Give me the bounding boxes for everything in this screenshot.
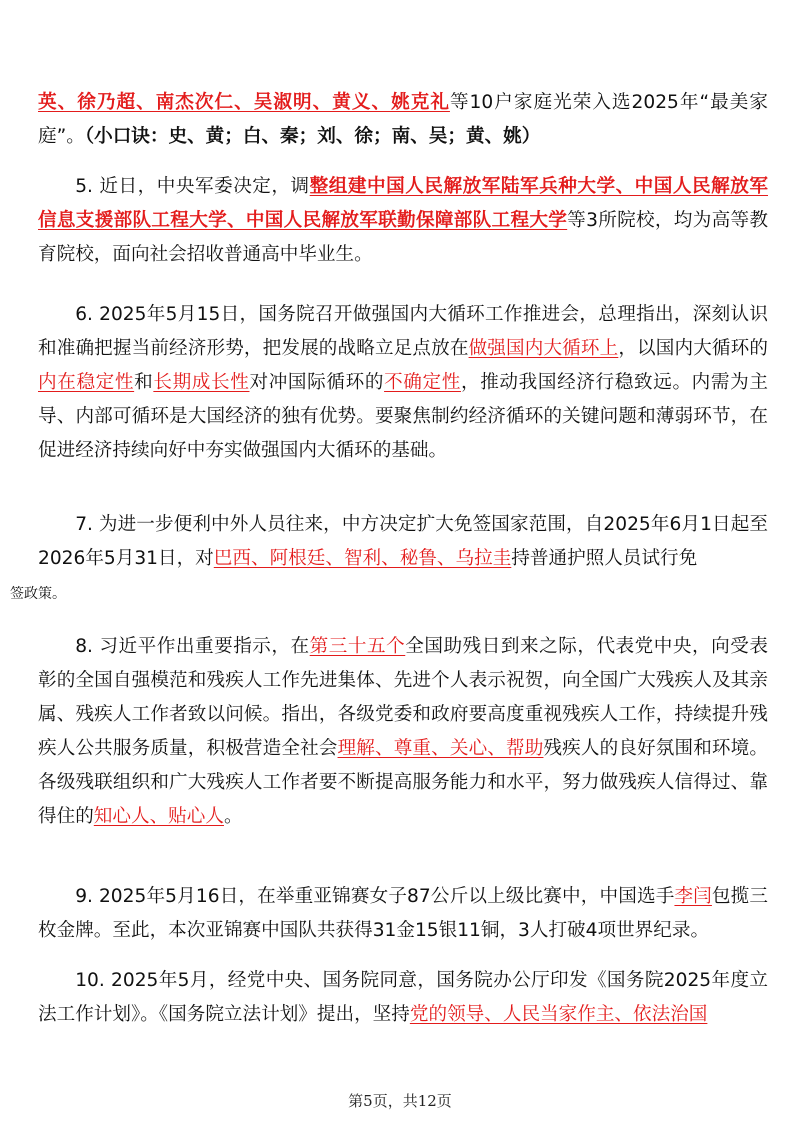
p8-text-4: 。 bbox=[223, 806, 243, 827]
highlight-uncertainty: 不确定性 bbox=[384, 372, 461, 393]
mnemonic-note: （小口诀：史、黄；白、秦；刘、徐；南、吴；黄、姚） bbox=[84, 126, 541, 147]
highlight-35th: 第三十五个 bbox=[309, 636, 406, 657]
p6-text-1: 6. 2025年5月15日，国务院召开做强国内大循环工作推进会，总理指出，深刻认识和准确把握当前经济形势，把发展的战略立足点放在 bbox=[38, 304, 768, 359]
highlight-principles: 党的领导、人民当家作主、依法治国 bbox=[409, 1004, 708, 1025]
highlight-athlete: 李闫 bbox=[674, 886, 712, 907]
p6-text-3: 和 bbox=[134, 372, 154, 393]
p6-text-5: ，推动我国经济行稳致远。内需为主导、内部可循环是大国经济的独有优势。要聚焦制约经济循环的关键问题和薄弱环节，在促进经济持续向好中夯实做强国内大循环的基础。 bbox=[38, 372, 768, 461]
highlight-domestic-cycle: 做强国内大循环上 bbox=[468, 338, 619, 359]
p10-text-1: 10. 2025年5月，经党中央、国务院同意，国务院办公厅印发《国务院2025年度立法工作计划》。《国务院立法计划》提出，坚持 bbox=[38, 970, 768, 1025]
page-number: 第5页，共12页 bbox=[348, 1092, 452, 1110]
p6-text-4: 对冲国际循环的 bbox=[249, 372, 385, 393]
paragraph-7 bbox=[10, 508, 768, 611]
p5-text-1: 5. 近日，中央军委决定，调 bbox=[75, 176, 310, 197]
p7-text-2: 持普通护照人员试行免 bbox=[511, 548, 698, 569]
highlight-stability: 内在稳定性 bbox=[38, 372, 135, 393]
highlight-growth: 长期成长性 bbox=[153, 372, 250, 393]
paragraph-8 bbox=[38, 630, 768, 834]
p9-text-2: 包揽三枚金牌。至此，本次亚锦赛中国队共获得31金15银11铜，3人打破4项世界纪录。 bbox=[38, 886, 768, 941]
p5-text-2: 等3所院校，均为高等教育院校，面向社会招收普通高中毕业生。 bbox=[38, 210, 768, 265]
p6-text-2: ，以国内大循环的 bbox=[618, 338, 768, 359]
p8-text-2: 全国助残日到来之际，代表党中央，向受表彰的全国自强模范和残疾人工作先进集体、先进个人表示祝贺，向全国广大残疾人及其亲属、残疾人工作者致以问候。指出，各级党委和政府要高度重视残疾人工作，持续提升残疾人公共服务质量，积极营造全社会 bbox=[38, 636, 768, 759]
paragraph-9 bbox=[38, 880, 768, 948]
paragraph-6 bbox=[38, 298, 768, 468]
highlight-countries: 巴西、阿根廷、智利、秘鲁、乌拉圭 bbox=[213, 548, 512, 569]
highlight-understanding: 理解、尊重、关心、帮助 bbox=[337, 738, 544, 759]
p4-text: 等10户家庭光荣入选2025年“最美家庭”。 bbox=[38, 92, 768, 147]
highlight-universities: 整组建中国人民解放军陆军兵种大学、中国人民解放军信息支援部队工程大学、中国人民解放军联勤保障部队工程大学 bbox=[38, 176, 768, 231]
paragraph-10 bbox=[38, 964, 768, 1032]
p8-text-3: 残疾人的良好氛围和环境。各级残联组织和广大残疾人工作者要不断提高服务能力和水平，努力做残疾人信得过、靠得住的 bbox=[38, 738, 768, 827]
p7-text-1: 7. 为进一步便利中外人员往来，中方决定扩大免签国家范围，自2025年6月1日起至2026年5月31日，对 bbox=[38, 514, 768, 569]
highlight-confidant: 知心人、贴心人 bbox=[93, 806, 224, 827]
paragraph-5 bbox=[38, 170, 768, 272]
paragraph-4-continued bbox=[38, 86, 768, 154]
highlight-family-names: 英、徐乃超、南杰次仁、吴淑明、黄义、姚克礼 bbox=[38, 92, 450, 113]
p7-text-3: 签政策。 bbox=[10, 586, 66, 602]
p9-text-1: 9. 2025年5月16日，在举重亚锦赛女子87公斤以上级比赛中，中国选手 bbox=[75, 886, 675, 907]
p8-text-1: 8. 习近平作出重要指示，在 bbox=[75, 636, 310, 657]
